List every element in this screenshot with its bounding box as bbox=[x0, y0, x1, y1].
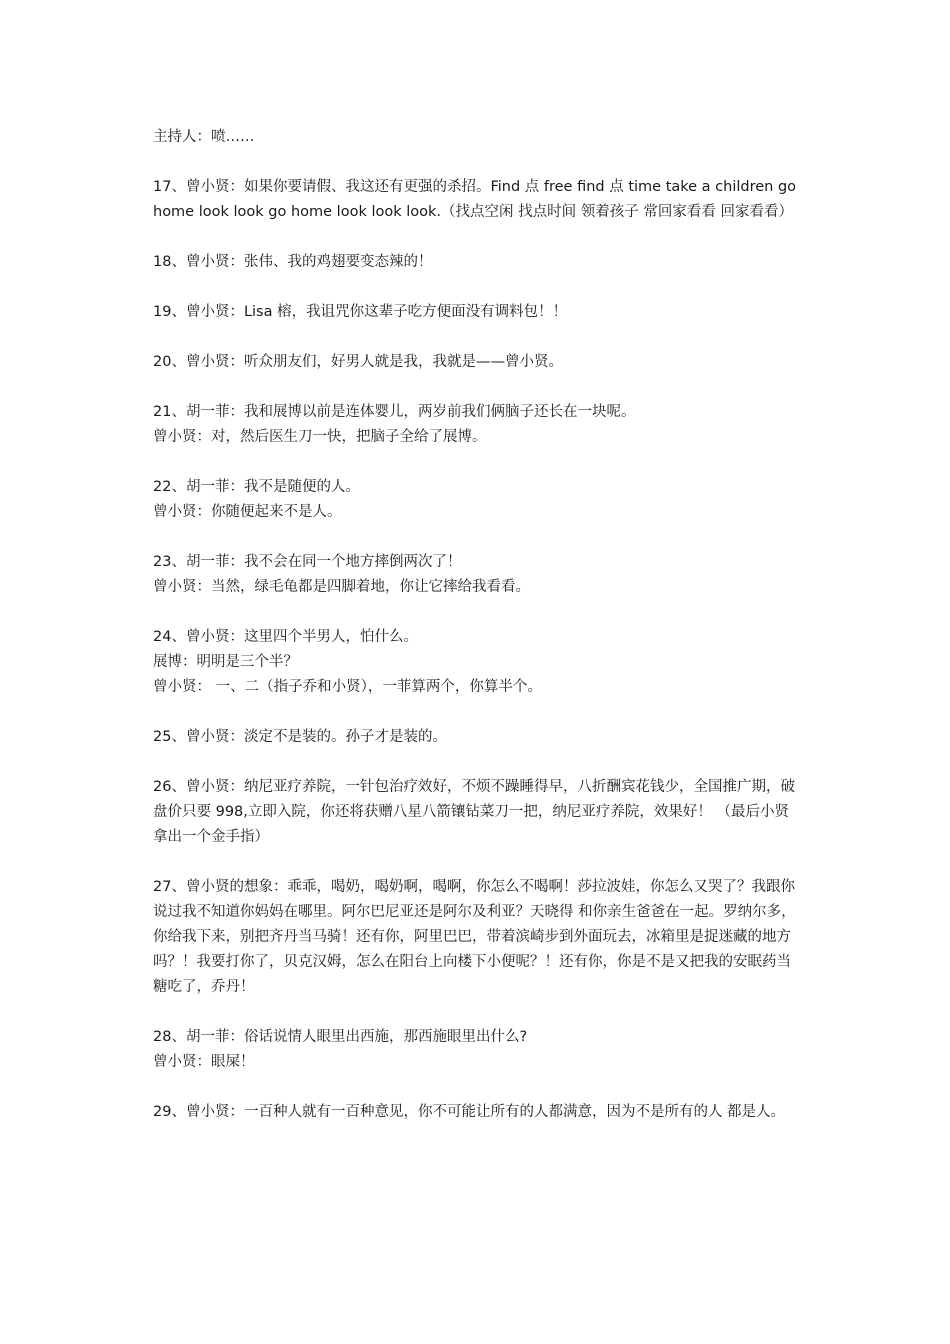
dialogue-paragraph bbox=[153, 550, 801, 600]
dialogue-line: 主持人：喷…… bbox=[153, 129, 255, 145]
dialogue-line: 19、曾小贤：Lisa 榕，我诅咒你这辈子吃方便面没有调料包！！ bbox=[153, 304, 568, 320]
dialogue-paragraph bbox=[153, 1025, 801, 1075]
dialogue-paragraph bbox=[153, 350, 801, 375]
dialogue-paragraph bbox=[153, 725, 801, 750]
dialogue-line: 曾小贤：眼屎！ bbox=[153, 1054, 255, 1070]
dialogue-line: 26、曾小贤：纳尼亚疗养院，一针包治疗效好，不烦不躁睡得早，八折酬宾花钱少，全国推广期，破盘价只要 998,立即入院，你还将获赠八星八箭镶钻菜刀一把，纳尼亚疗养院，效果好！ （最后小贤拿出一个金手指） bbox=[153, 779, 795, 845]
dialogue-line: 曾小贤：对，然后医生刀一快，把脑子全给了展博。 bbox=[153, 429, 487, 445]
dialogue-line: 曾小贤：你随便起来不是人。 bbox=[153, 504, 342, 520]
dialogue-paragraph bbox=[153, 400, 801, 450]
dialogue-paragraph bbox=[153, 475, 801, 525]
dialogue-line: 20、曾小贤：听众朋友们，好男人就是我，我就是——曾小贤。 bbox=[153, 354, 563, 370]
dialogue-line: 28、胡一菲：俗话说情人眼里出西施，那西施眼里出什么? bbox=[153, 1029, 528, 1045]
document-body bbox=[153, 125, 801, 1150]
dialogue-line: 23、胡一菲：我不会在同一个地方摔倒两次了！ bbox=[153, 554, 462, 570]
dialogue-paragraph bbox=[153, 625, 801, 700]
dialogue-line: 曾小贤： 一、二（指子乔和小贤），一菲算两个，你算半个。 bbox=[153, 679, 542, 695]
dialogue-line: 18、曾小贤：张伟、我的鸡翅要变态辣的！ bbox=[153, 254, 433, 270]
dialogue-line: 27、曾小贤的想象：乖乖，喝奶，喝奶啊，喝啊，你怎么不喝啊！莎拉波娃，你怎么又哭了？我跟你说过我不知道你妈妈在哪里。阿尔巴尼亚还是阿尔及利亚？天晓得 和你亲生爸爸在一起。罗纳尔多，你给我下来，别把齐丹当马骑！还有你，阿里巴巴，带着滨崎步到外面玩去，冰箱里是捉迷藏的地方吗？！我要打你了，贝克汉姆，怎么在阳台上向楼下小便呢？！还有你，你是不是又把我的安眠药当糖吃了，乔丹！ bbox=[153, 879, 796, 995]
dialogue-paragraph bbox=[153, 775, 801, 850]
dialogue-paragraph bbox=[153, 175, 801, 225]
dialogue-line: 17、曾小贤：如果你要请假、我这还有更强的杀招。Find 点 free find 点 time take a children go home look look go home look look look.（找点空闲 找点时间 领着孩子 常回家看看 回家看看） bbox=[153, 179, 797, 220]
dialogue-paragraph bbox=[153, 300, 801, 325]
dialogue-line: 曾小贤：当然，绿毛龟都是四脚着地，你让它摔给我看看。 bbox=[153, 579, 530, 595]
dialogue-line: 22、胡一菲：我不是随便的人。 bbox=[153, 479, 360, 495]
dialogue-paragraph bbox=[153, 1100, 801, 1125]
dialogue-line: 展博：明明是三个半？ bbox=[153, 654, 298, 670]
dialogue-paragraph bbox=[153, 250, 801, 275]
dialogue-line: 24、曾小贤：这里四个半男人，怕什么。 bbox=[153, 629, 418, 645]
dialogue-line: 25、曾小贤：淡定不是装的。孙子才是装的。 bbox=[153, 729, 447, 745]
dialogue-paragraph bbox=[153, 875, 801, 1000]
dialogue-paragraph bbox=[153, 125, 801, 150]
dialogue-line: 21、胡一菲：我和展博以前是连体婴儿，两岁前我们俩脑子还长在一块呢。 bbox=[153, 404, 636, 420]
dialogue-line: 29、曾小贤：一百种人就有一百种意见，你不可能让所有的人都满意，因为不是所有的人 都是人。 bbox=[153, 1104, 786, 1120]
